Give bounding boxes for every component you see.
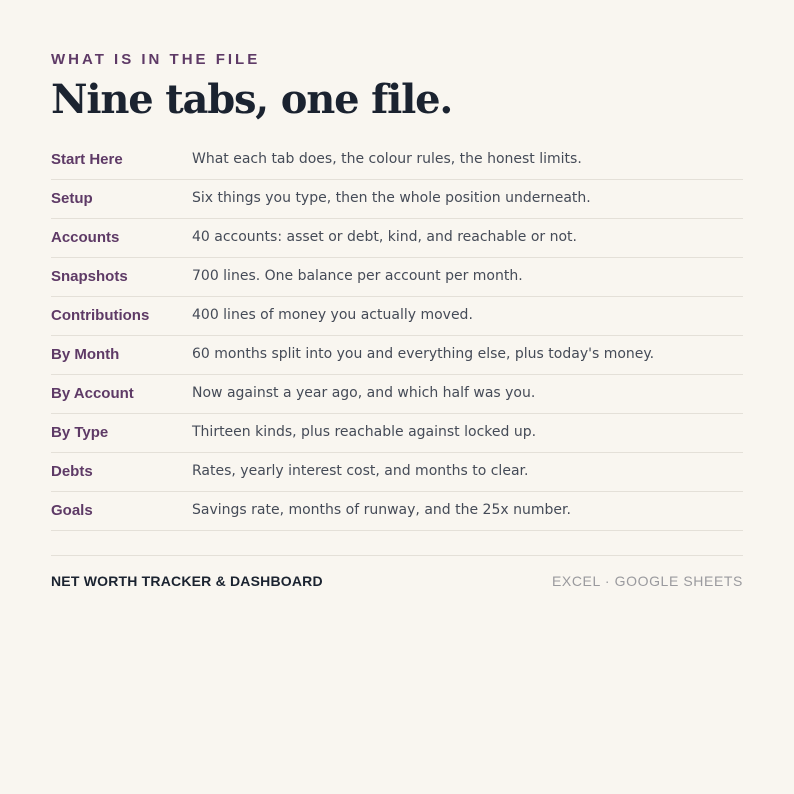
tab-name: Setup [51,190,93,207]
tab-name: Goals [51,502,93,519]
tab-name: By Month [51,346,120,363]
tab-description: Rates, yearly interest cost, and months to clear. [192,463,529,479]
tab-description: What each tab does, the colour rules, the honest limits. [192,151,582,167]
tab-description: Savings rate, months of runway, and the 25x number. [192,502,571,518]
tab-name: Start Here [51,151,123,168]
section-eyebrow: WHAT IS IN THE FILE [51,51,261,68]
tab-name: Snapshots [51,268,128,285]
footer [51,555,743,596]
tab-row-by-type [51,414,743,453]
tab-description: Six things you type, then the whole position underneath. [192,190,591,206]
tab-row-goals [51,492,743,531]
tab-description: 60 months split into you and everything else, plus today's money. [192,346,655,362]
tab-row-debts [51,453,743,492]
tab-description: 400 lines of money you actually moved. [192,307,473,323]
tab-description: 40 accounts: asset or debt, kind, and reachable or not. [192,229,577,245]
tab-description: 700 lines. One balance per account per month. [192,268,523,284]
product-name: NET WORTH TRACKER & DASHBOARD [51,573,323,589]
tab-row-snapshots [51,258,743,297]
tab-list [51,141,743,531]
tab-row-contributions [51,297,743,336]
tab-name: By Account [51,385,134,402]
tab-row-by-account [51,375,743,414]
tab-name: Contributions [51,307,150,324]
tab-row-by-month [51,336,743,375]
tab-row-accounts [51,219,743,258]
tab-row-setup [51,180,743,219]
platform-list: EXCEL · GOOGLE SHEETS [551,573,743,589]
tab-description: Thirteen kinds, plus reachable against locked up. [192,424,537,440]
tab-name: By Type [51,424,109,441]
tab-row-start-here [51,141,743,180]
page-title: Nine tabs, one file. [51,76,453,123]
tab-name: Accounts [51,229,120,246]
tab-description: Now against a year ago, and which half was you. [192,385,536,401]
tab-name: Debts [51,463,93,480]
